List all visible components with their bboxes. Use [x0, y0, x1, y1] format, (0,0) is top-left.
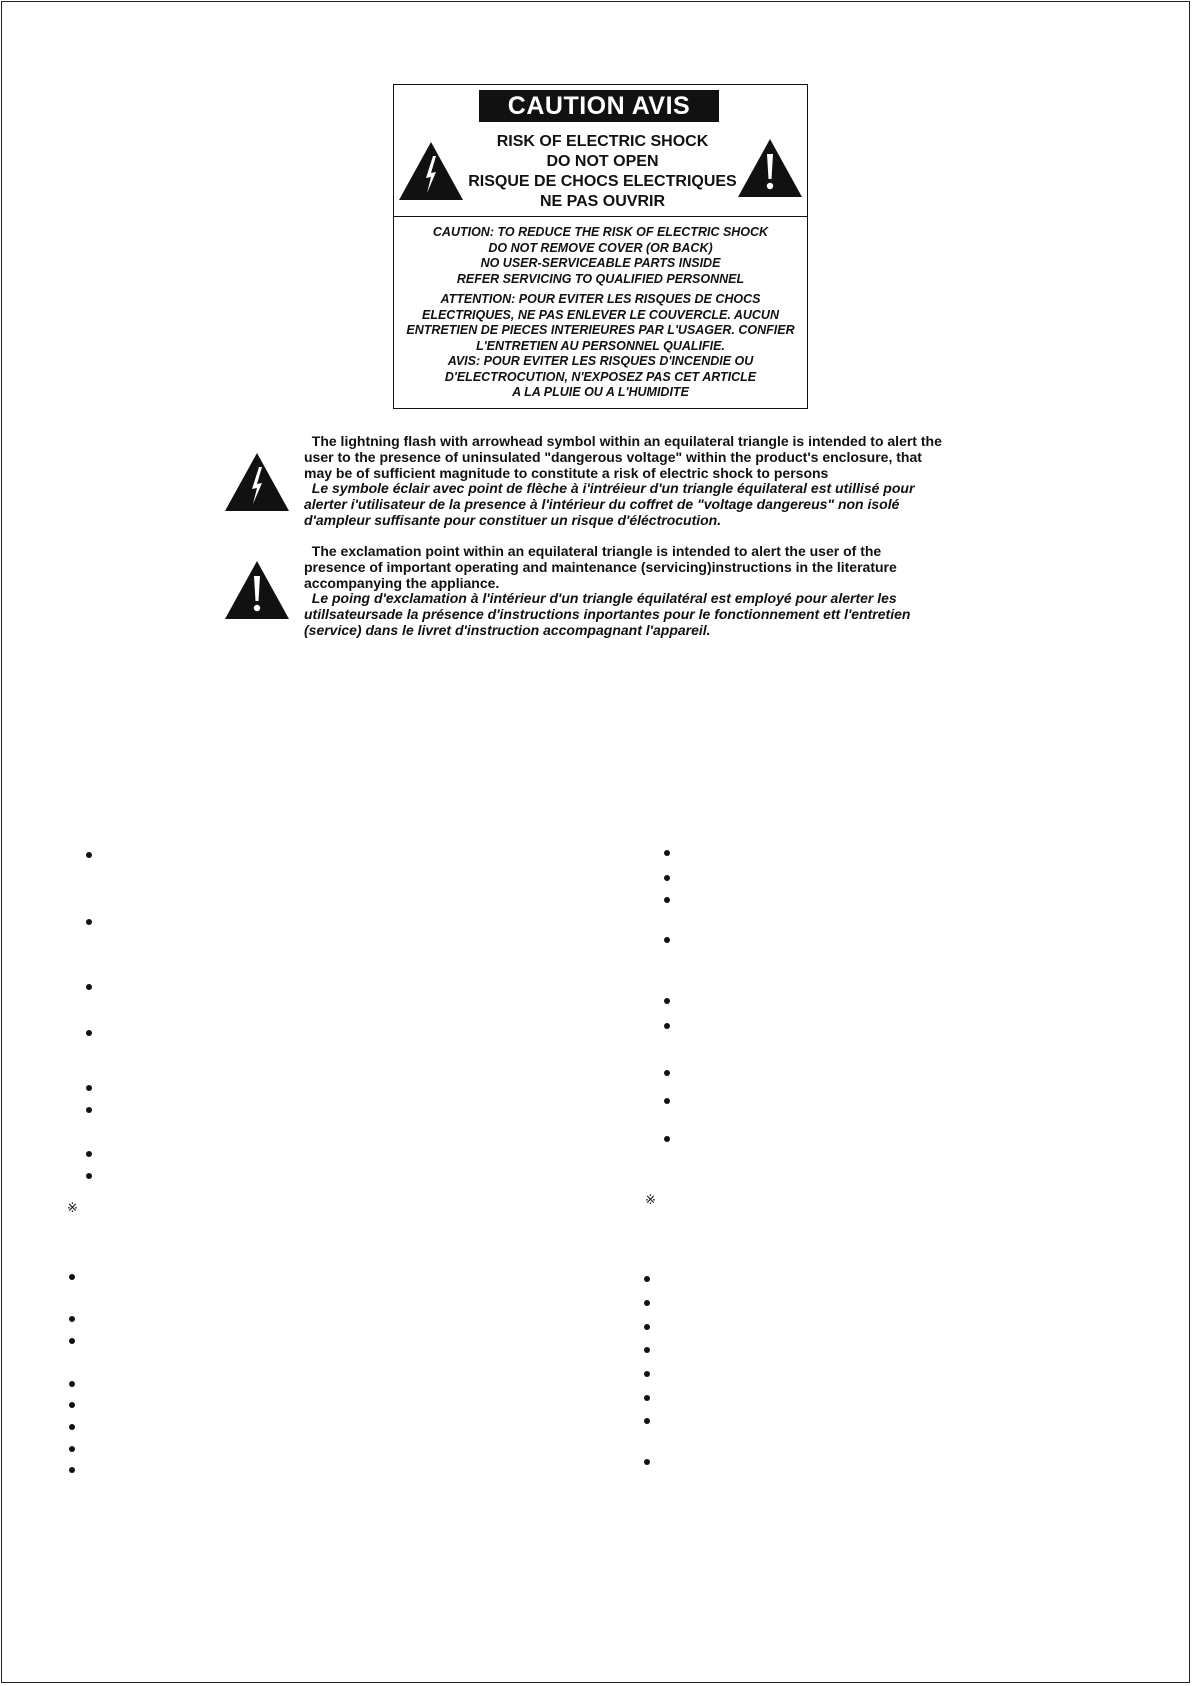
- caution-fr-line: AVIS: POUR EVITER LES RISQUES D'INCENDIE OU: [447, 354, 754, 368]
- caution-fr-line: L'ENTRETIEN AU PERSONNEL QUALIFIE.: [476, 338, 725, 353]
- list-bullet: [664, 1136, 670, 1142]
- symbol-text-line: alerter i'utilisateur de la presence à l'intérieur du coffret de "voltage dangereus" non isolé: [304, 496, 900, 513]
- exclamation-warning-icon: [224, 560, 290, 620]
- exclamation-warning-icon: [737, 138, 803, 198]
- caution-lower-text: [394, 225, 807, 401]
- list-bullet: [664, 1023, 670, 1029]
- lightning-warning-icon: [224, 452, 290, 512]
- caution-fr-line: D'ELECTROCUTION, N'EXPOSEZ PAS CET ARTICLE: [444, 369, 757, 384]
- caution-banner: CAUTION AVIS: [479, 90, 719, 122]
- caution-line: NE PAS OUVRIR: [539, 193, 666, 210]
- symbol-text-line: user to the presence of uninsulated "dangerous voltage" within the product's enclosure, that: [304, 448, 922, 465]
- list-bullet: [69, 1424, 75, 1430]
- caution-fr-line: A LA PLUIE OU A L'HUMIDITE: [512, 385, 689, 399]
- list-bullet: [644, 1300, 650, 1306]
- exclamation-symbol-explanation: [304, 544, 984, 639]
- symbol-text-line: accompanying the appliance.: [304, 574, 500, 591]
- list-bullet: [644, 1371, 650, 1377]
- reference-mark: ※: [67, 1200, 78, 1215]
- list-bullet: [664, 1098, 670, 1104]
- list-bullet: [664, 875, 670, 881]
- symbol-text-line: may be of sufficient magnitude to constitute a risk of electric shock to persons: [304, 464, 829, 481]
- caution-en-line: DO NOT REMOVE COVER (OR BACK): [488, 240, 713, 255]
- list-bullet: [86, 984, 92, 990]
- symbol-text-line: The exclamation point within an equilateral triangle is intended to alert the user of the: [304, 543, 882, 559]
- list-bullet: [644, 1395, 650, 1401]
- list-bullet: [644, 1347, 650, 1353]
- caution-label: [393, 84, 808, 409]
- list-bullet: [664, 1070, 670, 1076]
- list-bullet: [664, 937, 670, 943]
- list-bullet: [644, 1459, 650, 1465]
- list-bullet: [86, 1085, 92, 1091]
- list-bullet: [86, 1173, 92, 1179]
- caution-fr-line: ELECTRIQUES, NE PAS ENLEVER LE COUVERCLE. AUCUN: [422, 307, 779, 322]
- list-bullet: [69, 1402, 75, 1408]
- caution-line: RISK OF ELECTRIC SHOCK: [496, 133, 709, 150]
- list-bullet: [69, 1316, 75, 1322]
- caution-en-line: CAUTION: TO REDUCE THE RISK OF ELECTRIC SHOCK: [432, 225, 769, 239]
- caution-fr-line: ATTENTION: POUR EVITER LES RISQUES DE CHOCS: [440, 292, 761, 306]
- symbol-text-line: Le poing d'exclamation à l'intérieur d'un triangle équilatéral est employé pour alerter les: [304, 590, 897, 607]
- caution-line: RISQUE DE CHOCS ELECTRIQUES: [468, 173, 737, 190]
- caution-en-line: NO USER-SERVICEABLE PARTS INSIDE: [480, 256, 721, 270]
- caution-divider: [394, 216, 807, 217]
- list-bullet: [69, 1274, 75, 1280]
- list-bullet: [86, 852, 92, 858]
- symbol-text-line: d'ampleur suffisante pour constituer un risque d'éléctrocution.: [304, 511, 722, 528]
- list-bullet: [86, 1151, 92, 1157]
- caution-fr-line: ENTRETIEN DE PIECES INTERIEURES PAR L'USAGER. CONFIER: [406, 323, 795, 337]
- lightning-symbol-explanation: [304, 434, 984, 529]
- reference-mark: ※: [645, 1192, 656, 1207]
- list-bullet: [664, 998, 670, 1004]
- caution-line: DO NOT OPEN: [546, 153, 659, 170]
- list-bullet: [664, 850, 670, 856]
- list-bullet: [86, 1030, 92, 1036]
- symbol-text-line: presence of important operating and maintenance (servicing)instructions in the literature: [304, 558, 897, 575]
- caution-upper-text: [460, 132, 745, 212]
- list-bullet: [86, 919, 92, 925]
- symbol-text-line: utillsateursade la présence d'instructions inportantes pour le fonctionnement ett l'entretien: [304, 606, 911, 623]
- list-bullet: [69, 1338, 75, 1344]
- symbol-text-line: The lightning flash with arrowhead symbol within an equilateral triangle is intended to alert the: [304, 433, 942, 449]
- caution-en-line: REFER SERVICING TO QUALIFIED PERSONNEL: [456, 271, 745, 286]
- list-bullet: [664, 897, 670, 903]
- lightning-warning-icon: [398, 141, 464, 201]
- list-bullet: [644, 1324, 650, 1330]
- list-bullet: [69, 1446, 75, 1452]
- list-bullet: [69, 1381, 75, 1387]
- list-bullet: [644, 1276, 650, 1282]
- list-bullet: [69, 1467, 75, 1473]
- list-bullet: [644, 1418, 650, 1424]
- list-bullet: [86, 1107, 92, 1113]
- symbol-text-line: Le symbole éclair avec point de flèche à i'intréieur d'un triangle équilateral est utillisé pour: [304, 480, 915, 497]
- symbol-text-line: (service) dans le livret d'instruction accompagnant l'appareil.: [304, 621, 711, 638]
